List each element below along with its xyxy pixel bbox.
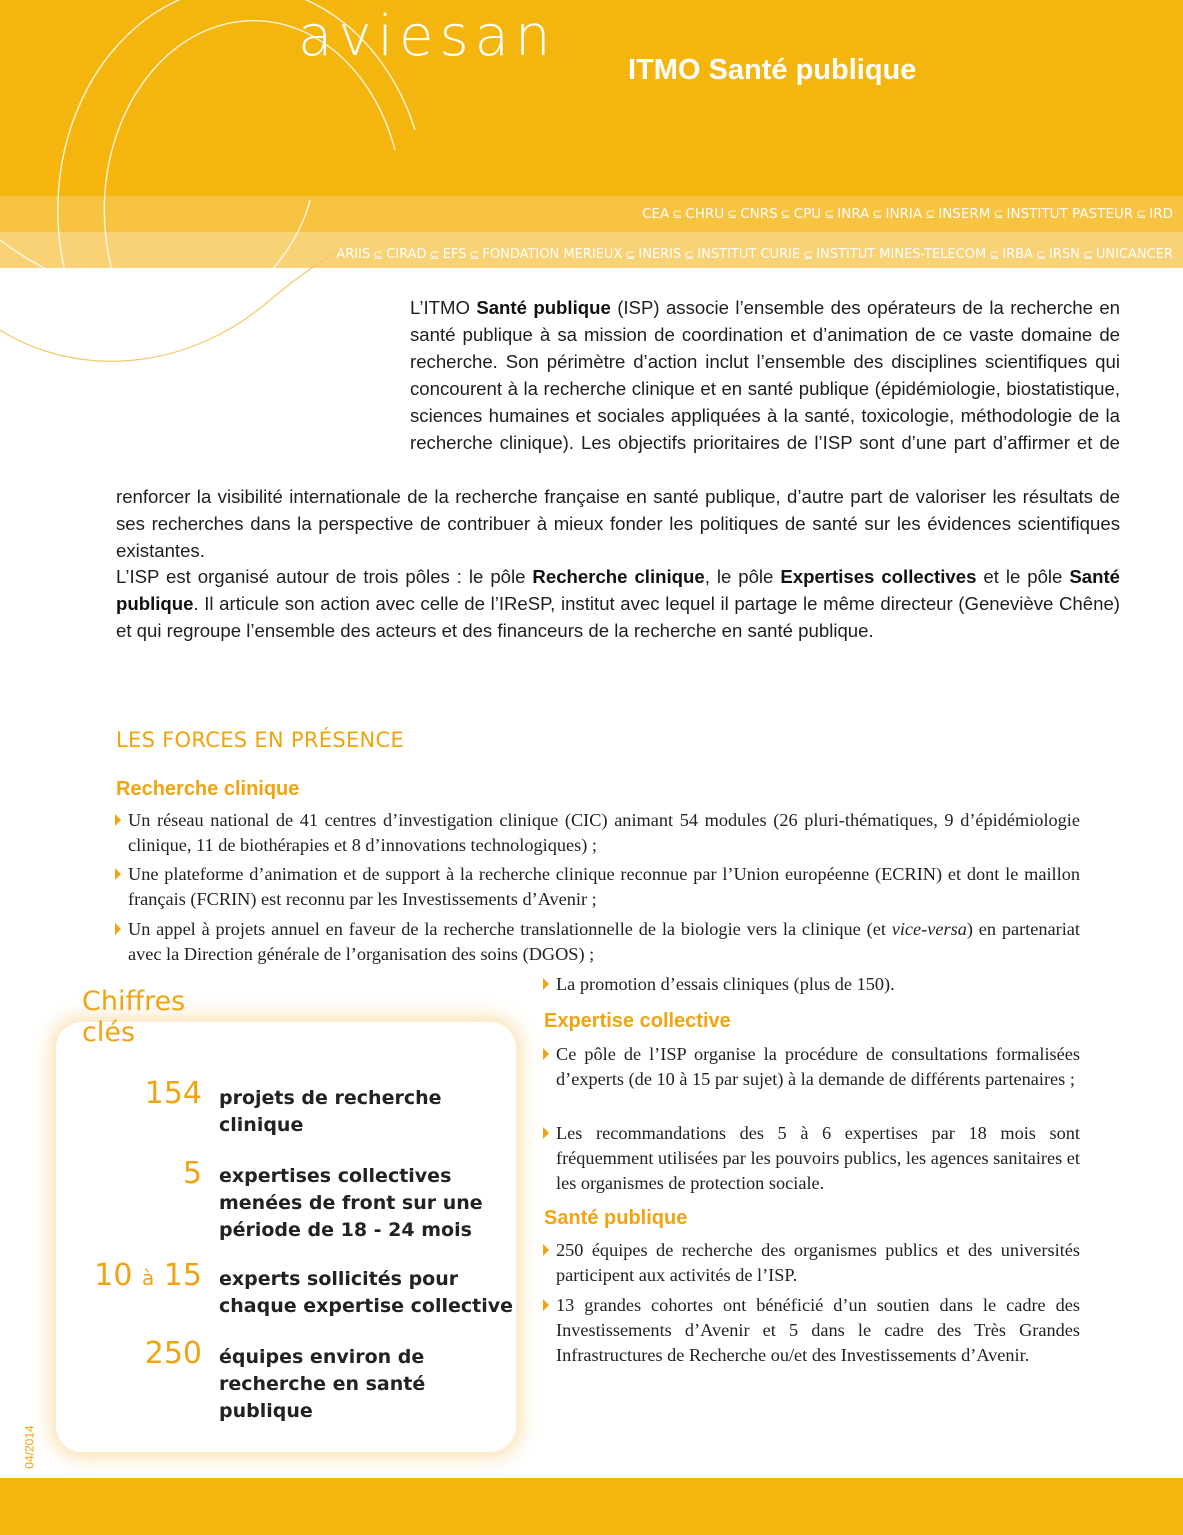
separator-icon: ⊆ — [1136, 207, 1147, 221]
intro-p3-bold-3: Santé publique — [116, 566, 1120, 614]
key-figure-number-from: 10 — [94, 1258, 133, 1293]
subtitle-sante-publique: Santé publique — [544, 1207, 688, 1229]
separator-icon: ⊆ — [1035, 247, 1046, 262]
key-figure-text-line: recherche en santé — [219, 1373, 426, 1395]
bullet-clinique-4-text: La promotion d’essais cliniques (plus de 150). — [556, 974, 895, 994]
bullet-arrow-icon — [543, 1299, 549, 1311]
separator-icon: ⊆ — [925, 207, 936, 221]
intro-p3-bold-1: Recherche clinique — [532, 566, 705, 587]
key-figure-number: 5 — [182, 1156, 202, 1191]
member-cpu: CPU — [793, 206, 822, 222]
members-row-2 — [336, 247, 1173, 262]
member-efs: EFS — [442, 247, 467, 262]
bullet-sante-2-text: 13 grandes cohortes ont bénéficié d’un soutien dans le cadre des Investissements d’Avenir et 5 dans le cadre des Très Grandes Infrastructures de Recherche ou/et des Investissements d’Avenir. — [556, 1295, 1080, 1365]
subtitle-recherche-clinique: Recherche clinique — [116, 778, 300, 800]
key-figure-text — [219, 1085, 442, 1139]
bullet-clinique-3-pre: Un appel à projets annuel en faveur de la recherche translationnelle de la biologie vers la clinique (et — [128, 919, 892, 939]
member-inria: INRIA — [885, 206, 923, 222]
member-ineris: INERIS — [638, 247, 682, 262]
member-fondation-merieux: FONDATION MERIEUX — [482, 247, 623, 262]
key-figure-text-line: projets de recherche — [219, 1087, 442, 1109]
member-inra: INRA — [837, 206, 870, 222]
bullet-expertise-1 — [556, 1042, 1080, 1092]
intro-p3-c: , le pôle — [704, 566, 781, 587]
bullet-clinique-2 — [128, 862, 1080, 912]
separator-icon: ⊆ — [373, 247, 384, 262]
separator-icon: ⊆ — [469, 247, 480, 262]
key-figure-text — [219, 1163, 483, 1244]
separator-icon: ⊆ — [625, 247, 636, 262]
intro-p3-bold-2: Expertises collectives — [780, 566, 977, 587]
member-institut-pasteur: INSTITUT PASTEUR — [1006, 206, 1134, 222]
intro-paragraph-1 — [410, 294, 1120, 456]
bullet-clinique-3-post: ) en partenariat avec la Direction générale de l’organisation des soins (DGOS) ; — [128, 919, 1080, 964]
key-figure-number: 154 — [144, 1076, 202, 1111]
separator-icon: ⊆ — [1082, 247, 1093, 262]
member-institut-mines-telecom: INSTITUT MINES-TELECOM — [816, 247, 987, 262]
intro-p1-text: (ISP) associe l’ensemble des opérateurs de la recherche en santé publique à sa mission de coordination et d’animation de ce vaste domaine de recherche. Son périmètre d’action inclut l’ensemble des disciplines scientifiques qui concourent à la recherche clinique et en santé publique (épidémiologie, biostatistique, sciences humaines et sociales appliquées à la santé, toxicologie, méthodologie de la recherche clinique). Les objectifs prioritaires de l’ISP sont d’une part d’affirmer et de — [410, 297, 1120, 453]
bullet-clinique-2-text: Une plateforme d’animation et de support à la recherche clinique reconnue par l’Union européenne (ECRIN) et dont le maillon français (FCRIN) est reconnu par les Investissements d’Avenir ; — [128, 864, 1080, 909]
key-figure-text-line: expertises collectives — [219, 1165, 452, 1187]
member-cirad: CIRAD — [386, 247, 427, 262]
bullet-arrow-icon — [543, 1244, 549, 1256]
date-stamp-text: 04/2014 — [22, 1425, 37, 1469]
bullet-arrow-icon — [543, 1048, 549, 1060]
member-irba: IRBA — [1002, 247, 1033, 262]
separator-icon: ⊆ — [429, 247, 440, 262]
intro-p2-text: renforcer la visibilité internationale de la recherche française en santé publique, d’autre part de valoriser les résultats de ses recherches dans la perspective de contribuer à mieux fonder les politiques de santé sur les évidences scientifiques existantes. — [116, 486, 1120, 561]
key-figure-number-to: 15 — [163, 1258, 202, 1293]
bullet-arrow-icon — [115, 868, 121, 880]
separator-icon: ⊆ — [727, 207, 738, 221]
key-figure-text-line: chaque expertise collective — [219, 1295, 513, 1317]
separator-icon: ⊆ — [672, 207, 683, 221]
page-title: ITMO Santé publique — [628, 54, 917, 86]
key-figure-text-line: experts sollicités pour — [219, 1268, 459, 1290]
bullet-arrow-icon — [543, 1127, 549, 1139]
bullet-clinique-4 — [556, 972, 1080, 997]
intro-p3-a: L’ISP est organisé autour de trois pôles : le pôle — [116, 566, 533, 587]
key-figure-text-line: menées de front sur une — [219, 1192, 483, 1214]
intro-paragraph-2 — [116, 483, 1120, 564]
member-cnrs: CNRS — [740, 206, 778, 222]
member-cea: CEA — [642, 206, 670, 222]
key-figures-title — [82, 986, 185, 1048]
header-background — [0, 0, 1183, 196]
bullet-clinique-1-text: Un réseau national de 41 centres d’investigation clinique (CIC) animant 54 modules (26 pluri-thématiques, 9 d’épidémiologie clinique, 11 de biothérapies et 8 d’innovations technologiques) ; — [128, 810, 1080, 855]
bullet-arrow-icon — [543, 978, 549, 990]
bullet-clinique-3-em: vice-versa — [891, 919, 967, 939]
intro-p3-d: et le pôle — [976, 566, 1070, 587]
member-chru: CHRU — [685, 206, 725, 222]
bullet-sante-1 — [556, 1238, 1080, 1288]
separator-icon: ⊆ — [780, 207, 791, 221]
intro-p3-e: . Il articule son action avec celle de l’IReSP, institut avec lequel il partage le même directeur (Geneviève Chêne) et qui regroupe l’ensemble des acteurs et des financeurs de la recherche en santé publique. — [116, 593, 1120, 641]
subtitle-expertise-collective: Expertise collective — [544, 1010, 731, 1032]
key-figure-text-line: clinique — [219, 1114, 304, 1136]
key-figure-text — [219, 1344, 425, 1425]
key-figure-number — [70, 1258, 202, 1293]
intro-paragraph-3 — [116, 563, 1120, 644]
intro-p1-bold: Santé publique — [476, 297, 611, 318]
key-figures-title-line-2: clés — [82, 1017, 136, 1048]
separator-icon: ⊆ — [684, 247, 695, 262]
bullet-expertise-2-text: Les recommandations des 5 à 6 expertises par 18 mois sont fréquemment utilisées par les pouvoirs publics, les agences sanitaires et les organismes de protection sociale. — [556, 1123, 1080, 1193]
member-institut-curie: INSTITUT CURIE — [697, 247, 801, 262]
separator-icon: ⊆ — [803, 247, 814, 262]
member-inserm: INSERM — [938, 206, 991, 222]
intro-p1-prefix: L’ITMO — [410, 297, 477, 318]
separator-icon: ⊆ — [989, 247, 1000, 262]
bullet-clinique-1 — [128, 808, 1080, 858]
members-row-1 — [642, 206, 1173, 222]
key-figure-number-connector: à — [142, 1266, 155, 1290]
bullet-arrow-icon — [115, 923, 121, 935]
key-figure-text-line: publique — [219, 1400, 313, 1422]
key-figure-number: 250 — [144, 1336, 202, 1371]
separator-icon: ⊆ — [993, 207, 1004, 221]
separator-icon: ⊆ — [872, 207, 883, 221]
key-figures-title-line-1: Chiffres — [82, 986, 186, 1017]
member-ird: IRD — [1149, 206, 1173, 222]
bullet-expertise-1-text: Ce pôle de l’ISP organise la procédure de consultations formalisées d’experts (de 10 à 15 par sujet) à la demande de différents partenaires ; — [556, 1044, 1080, 1089]
member-ariis: ARIIS — [336, 247, 371, 262]
bullet-sante-1-text: 250 équipes de recherche des organismes publics et des universités participent aux activités de l’ISP. — [556, 1240, 1080, 1285]
aviesan-logo: aviesan — [298, 4, 557, 69]
key-figure-text-line: équipes environ de — [219, 1346, 425, 1368]
header — [0, 0, 1183, 268]
date-stamp — [22, 1420, 50, 1480]
bullet-clinique-3 — [128, 917, 1080, 967]
bullet-arrow-icon — [115, 814, 121, 826]
key-figure-text — [219, 1266, 513, 1320]
member-irsn: IRSN — [1049, 247, 1080, 262]
bullet-expertise-2 — [556, 1121, 1080, 1196]
separator-icon: ⊆ — [824, 207, 835, 221]
member-unicancer: UNICANCER — [1095, 247, 1173, 262]
key-figure-text-line: période de 18 - 24 mois — [219, 1219, 472, 1241]
section-title: LES FORCES EN PRÉSENCE — [116, 728, 405, 752]
footer-bar — [0, 1478, 1183, 1535]
bullet-sante-2 — [556, 1293, 1080, 1368]
